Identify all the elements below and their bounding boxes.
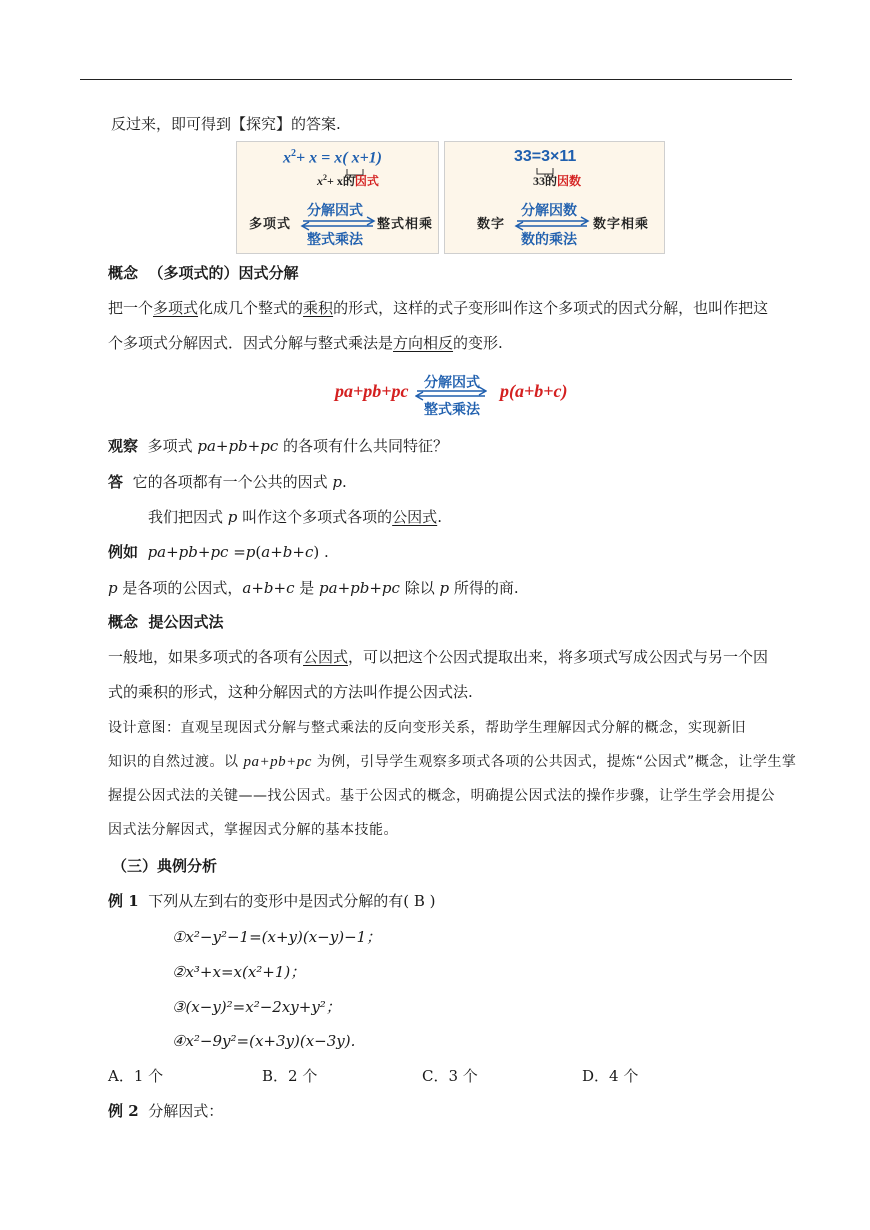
example1-option-a: A．1 个 — [108, 1067, 164, 1085]
figure-polynomial-factorization — [236, 141, 439, 254]
figure-right-target: 数字相乘 — [593, 217, 650, 232]
figure-left-top-label: 分解因式 — [307, 203, 363, 219]
observe-line: 观察 多项式 pa+pb+pc 的各项有什么共同特征？ — [108, 437, 449, 455]
intro-text: 反过来，即可得到【探究】的答案. — [111, 115, 341, 133]
figure-left-caption: $x^2+ x$的因式 — [317, 173, 379, 188]
general-paragraph-line1: 一般地，如果多项式的各项有公因式，可以把这个公因式提取出来，将多项式写成公因式与另一个因 — [108, 648, 769, 666]
example-intro-line: 例如 pa+pb+pc =p(a+b+c) . — [108, 543, 329, 561]
general-paragraph-line2: 式的乘积的形式，这种分解因式的方法叫作提公因式法. — [108, 683, 473, 701]
section-heading: （三）典例分析 — [112, 857, 218, 875]
example1-option-c: C．3 个 — [422, 1067, 478, 1085]
example1-item-2: ②x³+x=x(x²+1)； — [172, 963, 306, 981]
quotient-line: p 是各项的公因式，a+b+c 是 pa+pb+pc 除以 p 所得的商. — [108, 579, 519, 597]
example1-question: 例 1 下列从左到右的变形中是因式分解的有( B ) — [108, 892, 436, 910]
answer-line: 答 它的各项都有一个公共的因式 p. — [108, 473, 347, 491]
design-intent-line4: 因式法分解因式，掌握因式分解的基本技能。 — [108, 822, 398, 838]
example1-item-4: ④x²−9y²=(x+3y)(x−3y). — [172, 1032, 356, 1050]
center-formula-bottom-label: 整式乘法 — [424, 402, 480, 418]
figure-left-bottom-label: 整式乘法 — [307, 232, 363, 248]
center-formula-right: p(a+b+c) — [500, 381, 568, 401]
figure-right-source: 数字 — [477, 217, 506, 232]
figure-right-top-label: 分解因数 — [521, 203, 577, 219]
example1-option-b: B．2 个 — [262, 1067, 318, 1085]
design-intent-line1: 设计意图：直观呈现因式分解与整式乘法的反向变形关系，帮助学生理解因式分解的概念，实现新旧 — [108, 720, 746, 736]
design-intent-line3: 握提公因式法的关键——找公因式。基于公因式的概念，明确提公因式法的操作步骤，让学生学会用提公 — [108, 788, 775, 804]
common-factor-definition: 我们把因式 p 叫作这个多项式各项的公因式. — [148, 508, 442, 526]
concept1-heading: 概念 （多项式的）因式分解 — [108, 264, 299, 282]
figure-right-caption: 33的因数 — [533, 174, 582, 188]
concept1-paragraph-line1: 把一个多项式化成几个整式的乘积的形式，这样的式子变形叫作这个多项式的因式分解，也叫作把这 — [108, 299, 769, 317]
center-formula-top-label: 分解因式 — [424, 375, 480, 391]
concept1-paragraph-line2: 个多项式分解因式．因式分解与整式乘法是方向相反的变形. — [108, 334, 503, 352]
figure-left-formula: $x^2+ x = x$( x+1) — [283, 148, 383, 167]
figure-right-bottom-label: 数的乘法 — [521, 232, 577, 248]
example1-item-3: ③(x−y)²=x²−2xy+y²； — [172, 998, 341, 1016]
example1-option-d: D．4 个 — [582, 1067, 639, 1085]
concept2-heading: 概念 提公因式法 — [108, 613, 224, 631]
header-rule — [80, 79, 792, 80]
figure-left-target: 整式相乘 — [377, 217, 434, 232]
center-formula-left: pa+pb+pc — [335, 381, 409, 401]
design-intent-line2: 知识的自然过渡。以 pa+pb+pc 为例，引导学生观察多项式各项的公共因式，提炼“公因式”概念，让学生掌 — [108, 754, 797, 770]
figure-number-factorization — [444, 141, 665, 254]
example1-item-1: ①x²−y²−1=(x+y)(x−y)−1； — [172, 928, 382, 946]
figure-left-source: 多项式 — [249, 217, 292, 232]
figure-right-formula: 33=3×11 — [514, 148, 577, 165]
example2-question: 例 2 分解因式： — [108, 1102, 224, 1120]
